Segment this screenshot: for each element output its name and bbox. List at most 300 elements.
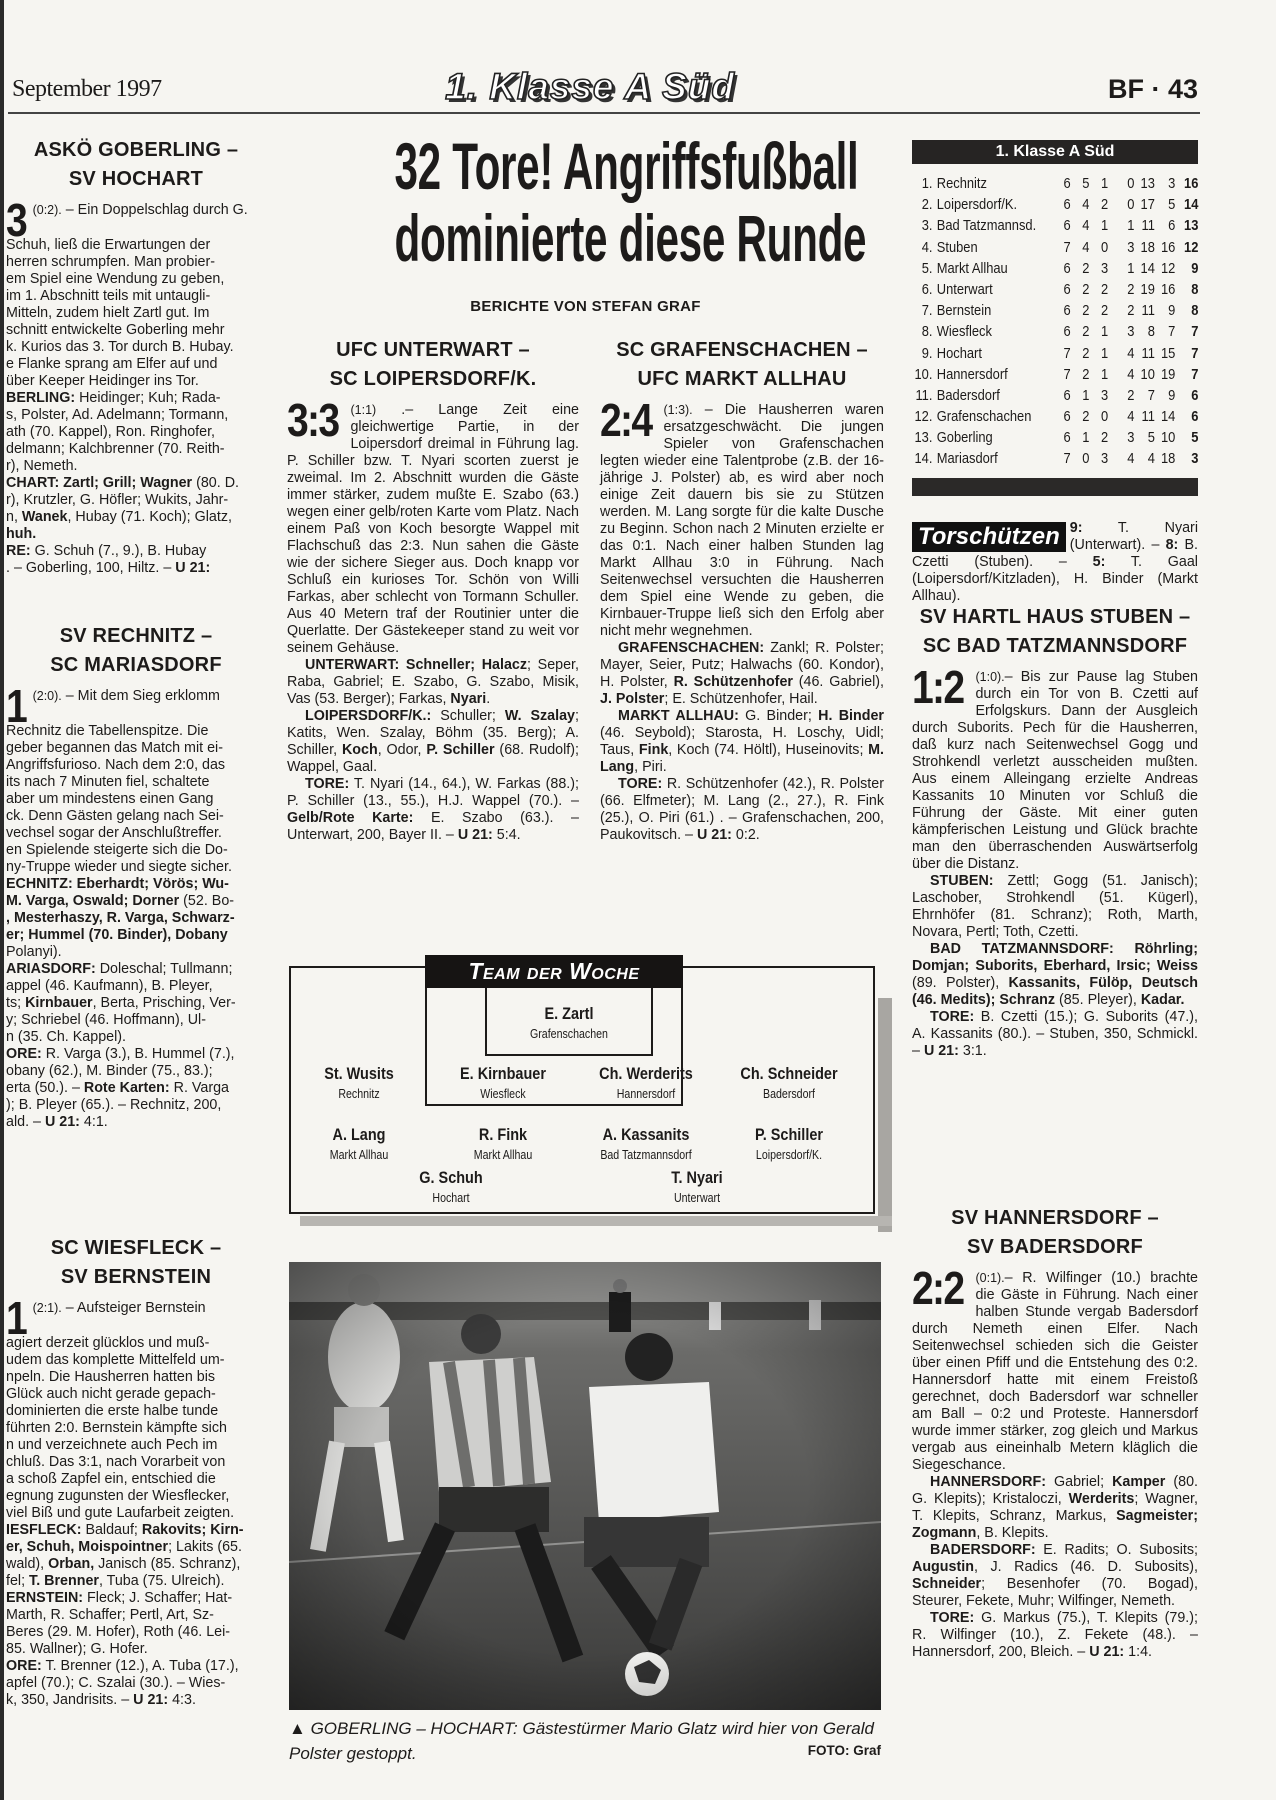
position: 5. xyxy=(921,259,933,277)
wins: 1 xyxy=(1082,429,1090,447)
bold-text: Sagmeister; Zogmann xyxy=(912,1508,1198,1541)
text: – R. Wilfinger (10.) brachte die Gäste in Führung. Nach einer halben Stunde vergab Badersdorf durch Nemeth einen Elfer. Nach Seitenwechsel schieden sich die Geister über einen Pfiff und die Entstehung des 0:2. Hannersdorf hatte mit einem Freistoß gerechnet, doch Badersdorf war schneller am Ball – 0:2 und Proteste. Hannersdorf wurde immer stärker, zog gleich und Markus vergab aus eineinhalb Metern kläglich die Siegeschance. xyxy=(912,1270,1198,1473)
final-score: 3 xyxy=(6,202,27,237)
text-line xyxy=(6,237,266,254)
team-box-shadow xyxy=(300,1216,892,1226)
bold-text: Werderits xyxy=(1068,1491,1135,1507)
text-line xyxy=(6,458,266,475)
article-grafenschachen-markt-allhau xyxy=(600,336,884,844)
standings-row xyxy=(912,237,1198,258)
text: fel; xyxy=(6,1573,30,1589)
losses: 4 xyxy=(1127,365,1135,383)
text: ; Seper, Raba, Gabriel; E. Szabo, G. Szabo, Misik, Vas (53. Berger); Farkas, xyxy=(287,657,579,707)
text: – Aufsteiger Bernstein xyxy=(61,1300,206,1316)
text: Mitteln, zudem hielt Zartl gut. Im xyxy=(6,305,210,321)
text: wald), xyxy=(6,1556,49,1572)
team-name: Grafenschachen xyxy=(936,408,1032,426)
article-wiesfleck-bernstein xyxy=(6,1234,266,1709)
page-edge xyxy=(0,0,4,1800)
article-paragraph xyxy=(287,657,579,708)
text: 85. Wallner); G. Hofer. xyxy=(6,1641,148,1657)
bold-text: er; Hummel (70. Binder), Dobany xyxy=(6,927,228,943)
draws: 2 xyxy=(1101,196,1109,214)
text: R. Varga xyxy=(169,1080,230,1096)
article-paragraph xyxy=(287,394,579,657)
draws: 0 xyxy=(1101,408,1109,426)
text: 4:3. xyxy=(168,1692,196,1708)
byline: BERICHTE VON STEFAN GRAF xyxy=(470,298,701,315)
text: aber um mindestens einen Gang xyxy=(6,791,214,807)
text: 0:2. xyxy=(731,827,760,843)
draws: 2 xyxy=(1101,429,1109,447)
standings-table xyxy=(912,140,1198,470)
losses: 1 xyxy=(1127,259,1135,277)
bold-text: UNTERWART: Schneller; Halacz xyxy=(305,657,528,673)
losses: 1 xyxy=(1127,217,1135,235)
text: delmann; Kalchbrenner (70. Reith- xyxy=(6,441,225,457)
points: 7 xyxy=(1191,365,1199,383)
text: 3:1. xyxy=(958,1043,987,1059)
article-paragraph xyxy=(600,776,884,844)
points: 7 xyxy=(1191,344,1199,362)
position: 12. xyxy=(914,408,933,426)
text: Zettl; Gogg (51. Janisch); Laschober, Strohkendl (51. Kügerl), Ehrnhöfer (81. Schranz); Roth, Marth, Novara, Pertl; Toth, Czetti. xyxy=(912,873,1198,940)
text: (89. Polster), xyxy=(912,975,1009,991)
text: en Spielende steigerte sich die Do- xyxy=(6,842,228,858)
draws: 1 xyxy=(1101,323,1109,341)
wins: 4 xyxy=(1082,217,1090,235)
games-played: 6 xyxy=(1063,217,1071,235)
team-name: Bernstein xyxy=(936,302,992,320)
position: 13. xyxy=(914,429,933,447)
text: E. Szabo (63.). – Unterwart, 200, Bayer II. – xyxy=(287,810,579,843)
team-name: Unterwart xyxy=(936,280,993,298)
team-name: Markt Allhau xyxy=(936,259,1008,277)
bold-text: ORE: xyxy=(6,1046,42,1062)
text-line xyxy=(6,271,266,288)
player-club: Badersdorf xyxy=(763,1087,815,1101)
text: G. Binder; xyxy=(738,708,819,724)
text: appel (46. Kaufmann), B. Pleyer, xyxy=(6,978,213,994)
article-paragraph xyxy=(912,661,1198,873)
team-name: Badersdorf xyxy=(936,386,1000,404)
text-line xyxy=(6,1488,266,1505)
goals-against: 19 xyxy=(1161,365,1176,383)
halftime-score: (0:2). xyxy=(32,203,62,217)
bold-text: BERLING: xyxy=(6,390,76,406)
article-heading: UFC UNTERWART – xyxy=(336,339,530,361)
text: ath (70. Kappel), Ron. Ringhofer, xyxy=(6,424,216,440)
losses: 2 xyxy=(1127,280,1135,298)
bold-text: Kadar. xyxy=(1140,992,1185,1008)
text: T. Brenner (12.), A. Tuba (17.), xyxy=(41,1658,239,1674)
standings-title: 1. Klasse A Süd xyxy=(912,140,1198,164)
heading-gap xyxy=(6,680,266,688)
text: . xyxy=(486,691,491,707)
points: 5 xyxy=(1191,429,1199,447)
article-hannersdorf-badersdorf xyxy=(912,1204,1198,1661)
points: 6 xyxy=(1191,408,1199,426)
text-line xyxy=(6,910,266,927)
position: 6. xyxy=(921,280,933,298)
bold-text: BAD TATZMANNSDORF: Röhrling; Domjan; Suborits, Eberhard, Irsic; Weiss xyxy=(912,941,1198,974)
text-line xyxy=(6,560,266,577)
text: (46. Gabriel), xyxy=(792,674,885,690)
text-line xyxy=(6,475,266,492)
halftime-score: (1:0). xyxy=(975,670,1005,684)
text-line xyxy=(6,407,266,424)
team-player xyxy=(709,1064,869,1101)
wins: 2 xyxy=(1082,259,1090,277)
article-heading: SV HARTL HAUS STUBEN – xyxy=(919,606,1191,628)
draws: 1 xyxy=(1101,217,1109,235)
text-line xyxy=(6,288,266,305)
player-name: P. Schiller xyxy=(754,1125,823,1144)
standings-row xyxy=(912,215,1198,236)
games-played: 6 xyxy=(1063,175,1071,192)
text-line xyxy=(6,441,266,458)
goals-for: 18 xyxy=(1140,238,1155,256)
text-line xyxy=(6,305,266,322)
text: R. Schützenhofer (42.), R. Polster (66. Elfmeter); M. Lang (2., 27.), R. Fink (25.), O. Piri (61.) . – Grafenschachen, 200, Paukovitsch. – xyxy=(600,776,884,843)
standings-bottom-bar xyxy=(912,478,1198,496)
standings-rows xyxy=(912,173,1198,470)
player-club: Unterwart xyxy=(673,1191,721,1205)
text: n, xyxy=(6,509,22,525)
final-score: 3:3 xyxy=(287,394,339,446)
goals-for: 5 xyxy=(1147,429,1155,447)
bold-text: TORE: xyxy=(930,1610,975,1626)
top-scorers xyxy=(912,520,1198,605)
text-line xyxy=(6,893,266,910)
text: – Bis zur Pause lag Stuben durch ein Tor von B. Czetti auf Erfolgskurs. Dann der Ausgleich durch Suborits. Pech für die Hausherren, daß kurz nach Seitenwechsel Gogg und Strohkendl verletzt ausscheiden mußten. Aus einem Alleingang erzielte Andreas Kassanits 10 Minuten vor Schluß die Führung der Gäste. Mit einer guten kämpferischen Leistung und Glück brachte man den überraschenden Auswärtserfolg über die Distanz. xyxy=(912,669,1198,872)
text: , Berta, Prisching, Ver- xyxy=(92,995,236,1011)
bold-text: Augustin xyxy=(912,1559,974,1575)
player-name: E. Zartl xyxy=(544,1004,594,1023)
team-player xyxy=(709,1125,869,1162)
goals-against: 15 xyxy=(1161,344,1176,362)
standings-row xyxy=(912,406,1198,427)
text: em Spiel eine Wendung zu geben, xyxy=(6,271,225,287)
text: führten 2:0. Bernstein kämpfte sich xyxy=(6,1420,227,1436)
points: 12 xyxy=(1184,238,1199,256)
goals-against: 3 xyxy=(1168,175,1176,192)
text: (80. G. Klepits); Kristaloczi, xyxy=(912,1474,1198,1507)
article-paragraph xyxy=(287,776,579,844)
bold-text: Rakovits; Kirn- xyxy=(141,1522,244,1538)
text: Fleck; J. Schaffer; Hat- xyxy=(83,1590,233,1606)
goals-for: 11 xyxy=(1141,302,1155,320)
bold-text: , Mesterhaszy, R. Varga, Schwarz- xyxy=(6,910,235,926)
text: k, 350, Jandrisits. – xyxy=(6,1692,134,1708)
article-rechnitz-mariasdorf xyxy=(6,622,266,1131)
games-played: 6 xyxy=(1063,408,1071,426)
position: 2. xyxy=(921,196,933,214)
bold-text: er, Schuh, Moispointner xyxy=(6,1539,169,1555)
standings-row xyxy=(912,279,1198,300)
text: Heidinger; Kuh; Rada- xyxy=(75,390,221,406)
team-name: Mariasdorf xyxy=(936,450,998,468)
halftime-score: (2:1). xyxy=(32,1301,62,1315)
text-line xyxy=(6,1352,266,1369)
games-played: 6 xyxy=(1063,302,1071,320)
bold-text: TORE: xyxy=(305,776,350,792)
text: , Tuba (75. Ulreich). xyxy=(98,1573,225,1589)
text: (52. Bo- xyxy=(179,893,235,909)
player-name: A. Kassanits xyxy=(602,1125,690,1144)
goals-against: 10 xyxy=(1161,429,1176,447)
text-line xyxy=(6,339,266,356)
wins: 2 xyxy=(1082,323,1090,341)
heading-gap xyxy=(6,1292,266,1300)
caption-triangle-icon: ▲ xyxy=(289,1719,306,1738)
text: s, Polster, Ad. Adelmann; Tormann, xyxy=(6,407,229,423)
player-name: Ch. Werderits xyxy=(599,1064,693,1083)
article-paragraph xyxy=(912,1542,1198,1610)
player-club: Wiesfleck xyxy=(480,1087,526,1101)
text: dominierten die erste halbe tunde xyxy=(6,1403,219,1419)
bold-text: H. Binder xyxy=(818,708,884,724)
goals-for: 17 xyxy=(1140,196,1155,214)
text: ; E. Schützenhofer, Hail. xyxy=(664,691,818,707)
text-line xyxy=(6,1369,266,1386)
scorer-text: T. Gaal (Loipersdorf/Kitzladen), H. Binder (Markt Allhau). xyxy=(912,554,1198,604)
goals-for: 11 xyxy=(1141,217,1155,235)
text-line xyxy=(6,1556,266,1573)
text: r), Krutzler, G. Höfler; Wukits, Jahr- xyxy=(6,492,229,508)
headline-line-2: dominierte diese Runde xyxy=(394,201,867,275)
position: 11. xyxy=(915,386,933,404)
draws: 2 xyxy=(1101,280,1109,298)
text-line xyxy=(6,1590,266,1607)
bold-text: ARIASDORF: xyxy=(6,961,96,977)
article-goberling-hochart xyxy=(6,136,266,577)
text-line xyxy=(6,859,266,876)
text: R. Varga (3.), B. Hummel (7.), xyxy=(41,1046,235,1062)
text-line xyxy=(6,1080,266,1097)
text: Zankl; R. Polster; Mayer, Seier, Putz; Halwachs (60. Kondor), H. Polster, xyxy=(600,640,884,690)
text: , Hubay (71. Koch); Glatz, xyxy=(67,509,232,525)
text: B. Czetti (15.); G. Suborits (47.), A. Kassanits (80.). – Stuben, 350, Schmickl. – xyxy=(912,1009,1198,1059)
text: ny-Truppe wieder und siegte sicher. xyxy=(6,859,232,875)
article-heading: SV BADERSDORF xyxy=(967,1236,1143,1258)
text: E. Radits; O. Subosits; xyxy=(1035,1542,1198,1558)
page-number: BF · 43 xyxy=(1107,74,1198,104)
bold-text: Orban, xyxy=(48,1556,95,1572)
article-unterwart-loipersdorf xyxy=(287,336,579,844)
bold-text: T. Brenner xyxy=(29,1573,99,1589)
bold-text: U 21: xyxy=(1089,1644,1125,1660)
text-line xyxy=(6,1454,266,1471)
goals-against: 5 xyxy=(1168,196,1176,214)
bold-text: Rote Karten: xyxy=(83,1080,170,1096)
text-line xyxy=(6,1437,266,1454)
team-name: Stuben xyxy=(936,238,978,256)
halftime-score: (1:3). xyxy=(663,403,693,417)
scorer-text: T. Nyari (Unterwart). – xyxy=(1069,520,1198,553)
photo-credit: FOTO: Graf xyxy=(807,1743,881,1758)
position: 14. xyxy=(914,450,933,468)
goals-against: 9 xyxy=(1168,386,1176,404)
article-heading: SV RECHNITZ – xyxy=(59,625,213,647)
position: 3. xyxy=(921,217,933,235)
text-line xyxy=(6,842,266,859)
text: ; Lakits (65. xyxy=(168,1539,242,1555)
player-club: Markt Allhau xyxy=(329,1148,389,1162)
bold-text: U 21: xyxy=(696,827,732,843)
goal-count: 8: xyxy=(1165,537,1179,553)
text-line xyxy=(6,825,266,842)
draws: 2 xyxy=(1101,302,1109,320)
caption-lead: GOBERLING – HOCHART: xyxy=(310,1719,518,1738)
text-line xyxy=(6,876,266,893)
player-club: Bad Tatzmannsdorf xyxy=(600,1148,692,1162)
text: Polanyi). xyxy=(6,944,62,960)
team-name: Rechnitz xyxy=(936,175,987,192)
text-line xyxy=(6,543,266,560)
games-played: 6 xyxy=(1063,280,1071,298)
team-name: Hannersdorf xyxy=(936,365,1008,383)
text: Beres (29. M. Hofer), Roth (46. Lei- xyxy=(6,1624,231,1640)
bold-text: Kirnbauer xyxy=(25,995,93,1011)
text-line xyxy=(6,202,266,237)
goals-against: 18 xyxy=(1161,450,1176,468)
team-player xyxy=(566,1125,726,1162)
text-line xyxy=(6,1386,266,1403)
final-score: 2:4 xyxy=(600,394,652,446)
team-name: Hochart xyxy=(936,344,982,362)
bold-text: U 21: xyxy=(175,560,211,576)
player-club: Grafenschachen xyxy=(530,1027,608,1041)
text: (85. Pleyer), xyxy=(1055,992,1141,1008)
standings-row xyxy=(912,427,1198,448)
points: 14 xyxy=(1184,196,1199,214)
team-player-goalkeeper xyxy=(489,1004,649,1041)
text-line xyxy=(6,1539,266,1556)
text: über Keeper Heidinger ins Tor. xyxy=(6,373,199,389)
losses: 0 xyxy=(1127,196,1135,214)
player-name: St. Wusits xyxy=(324,1064,394,1083)
text: , Koch (74. Höltl), Huseinovits; xyxy=(668,742,869,758)
photo-caption xyxy=(289,1716,881,1766)
goals-against: 16 xyxy=(1161,280,1176,298)
bold-text: Gelb/Rote Karte: xyxy=(287,810,414,826)
bold-text: U 21: xyxy=(457,827,493,843)
draws: 1 xyxy=(1101,175,1109,192)
goals-against: 14 xyxy=(1161,408,1176,426)
article-heading: SC MARIASDORF xyxy=(50,654,222,676)
text: obany (62.), M. Binder (75., 83.); xyxy=(6,1063,213,1079)
standings-row xyxy=(912,364,1198,385)
wins: 4 xyxy=(1082,238,1090,256)
text-line xyxy=(6,1114,266,1131)
draws: 1 xyxy=(1101,365,1109,383)
position: 1. xyxy=(921,175,933,192)
text-line xyxy=(6,1573,266,1590)
text-line xyxy=(6,1300,266,1335)
heading-gap xyxy=(6,194,266,202)
goals-against: 6 xyxy=(1168,217,1176,235)
games-played: 6 xyxy=(1063,259,1071,277)
text-line xyxy=(6,373,266,390)
article-paragraph xyxy=(287,708,579,776)
bold-text: IESFLECK: xyxy=(6,1522,82,1538)
text: 1:4. xyxy=(1124,1644,1153,1660)
player-club: Markt Allhau xyxy=(473,1148,533,1162)
top-scorers-text xyxy=(912,520,1198,605)
text: chluß. Das 3:1, nach Vorarbeit von xyxy=(6,1454,226,1470)
bold-text: Fink xyxy=(638,742,669,758)
text: erta (50.). – xyxy=(6,1080,84,1096)
bold-text: U 21: xyxy=(133,1692,169,1708)
match-photo xyxy=(289,1262,881,1710)
games-played: 7 xyxy=(1063,450,1071,468)
text-line xyxy=(6,961,266,978)
player-club: Rechnitz xyxy=(338,1087,380,1101)
text: e Flanke sprang am Elfer auf und xyxy=(6,356,218,372)
article-stuben-bad-tatzmannsdorf xyxy=(912,603,1198,1060)
points: 7 xyxy=(1191,323,1199,341)
text: k. Kurios das 3. Tor durch B. Hubay. xyxy=(6,339,234,355)
goals-against: 7 xyxy=(1168,323,1176,341)
team-name: Loipersdorf/K. xyxy=(936,196,1018,214)
text-line xyxy=(6,526,266,543)
text: n (35. Ch. Kappel). xyxy=(6,1029,127,1045)
goals-for: 11 xyxy=(1141,344,1155,362)
team-player xyxy=(617,1168,777,1205)
position: 4. xyxy=(921,238,933,256)
text: (68. Rudolf); Wappel, Gaal. xyxy=(287,742,579,775)
player-name: A. Lang xyxy=(332,1125,386,1144)
text: ; Katits, Wen. Szalay, Böhm (35. Berg); A. Schiller, xyxy=(287,708,579,758)
text: 4:1. xyxy=(79,1114,108,1130)
losses: 2 xyxy=(1127,386,1135,404)
text: – Ein Doppelschlag durch G. xyxy=(61,202,248,218)
text: T. Nyari (14., 64.), W. Farkas (88.); P. Schiller (13., 55.), H.J. Wappel (70.). – xyxy=(287,776,579,809)
text: (80. D. xyxy=(192,475,240,491)
text-line xyxy=(6,774,266,791)
article-heading: SV HANNERSDORF – xyxy=(951,1207,1159,1229)
article-paragraph xyxy=(912,1610,1198,1661)
goals-against: 16 xyxy=(1161,238,1176,256)
team-player xyxy=(423,1125,583,1162)
halftime-score: (1:1) xyxy=(350,403,377,417)
team-player xyxy=(279,1125,439,1162)
position: 9. xyxy=(921,344,933,362)
bold-text: U 21: xyxy=(44,1114,80,1130)
article-heading: ASKÖ GOBERLING – xyxy=(33,139,239,161)
player-name: E. Kirnbauer xyxy=(460,1064,546,1083)
text: . – Goberling, 100, Hiltz. – xyxy=(6,560,176,576)
article-heading: SV HOCHART xyxy=(68,168,204,190)
article-heading: SC LOIPERSDORF/K. xyxy=(329,368,537,390)
text-line xyxy=(6,1624,266,1641)
text-line xyxy=(6,509,266,526)
header-rule xyxy=(8,112,1200,114)
main-headline xyxy=(287,130,884,274)
bold-text: BADERSDORF: xyxy=(930,1542,1036,1558)
team-player xyxy=(371,1168,531,1205)
points: 9 xyxy=(1191,259,1199,277)
points: 13 xyxy=(1184,217,1199,235)
text: geber begannen das Match mit ei- xyxy=(6,740,223,756)
wins: 5 xyxy=(1082,175,1090,192)
team-player xyxy=(423,1064,583,1101)
goals-for: 13 xyxy=(1140,175,1155,192)
text-line xyxy=(6,322,266,339)
text: , B. Klepits. xyxy=(976,1525,1049,1541)
text: viel Biß und gute Laufarbeit zeigten. xyxy=(6,1505,235,1521)
